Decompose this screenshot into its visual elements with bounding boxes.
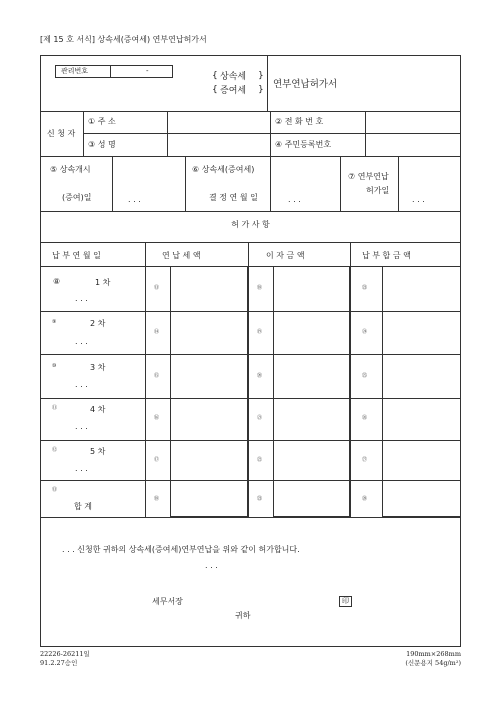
row-3-annual-tax-mark: ⑮ <box>154 373 160 379</box>
table-header-total-payment: 납 부 합 금 액 <box>362 251 411 260</box>
start-date-label-2: (증여)일 <box>62 193 92 202</box>
decision-date-value: . . . <box>288 195 301 204</box>
total-row-label: 합 계 <box>74 502 92 511</box>
row-3-label: 3 차 <box>90 363 106 372</box>
start-date-label-1: ⑤ 상속개시 <box>50 165 91 174</box>
row-4-label: 4 차 <box>90 405 106 414</box>
tax-type-bracket-close-2: } <box>258 85 264 95</box>
total-interest-mark: ㉓ <box>257 496 263 502</box>
row-3-interest-mark: ⑳ <box>257 373 263 379</box>
row-5-total-mark: ㉗ <box>362 457 368 463</box>
row-2-total-mark: ㉔ <box>362 329 368 335</box>
permit-date-value: . . . <box>412 195 425 204</box>
tax-type-bracket-open-1: { <box>212 71 218 81</box>
footer-paper-size: 190mm×268mm <box>406 650 461 658</box>
table-header-interest: 이 자 금 액 <box>266 251 305 260</box>
row-2-interest-mark: ⑲ <box>257 329 263 335</box>
phone-label: ② 전 화 번 호 <box>275 117 324 126</box>
form-number-title: [제 15 호 서식] 상속세(증여세) 연부연납허가서 <box>40 35 207 44</box>
address-label: ① 주 소 <box>88 117 116 126</box>
row-4-annual-tax-mark: ⑯ <box>154 415 160 421</box>
row-1-interest-mark: ⑱ <box>257 285 263 291</box>
tax-type-gift: 증여세 <box>220 86 247 96</box>
total-annual-tax-mark: ⑱ <box>154 496 160 502</box>
row-5-date: . . . <box>75 464 88 473</box>
row-5-annual-tax-mark: ⑰ <box>154 457 160 463</box>
total-total-mark: ㉘ <box>362 496 368 502</box>
row-2-date: . . . <box>75 337 88 346</box>
mgmt-number-label: 관리번호 <box>61 67 89 75</box>
row-1-number: ⑧ <box>53 277 61 286</box>
row-1-total-mark: ㉓ <box>362 285 368 291</box>
row-4-total-mark: ㉖ <box>362 415 368 421</box>
permit-statement: . . . 신청한 귀하의 상속세(증여세)연부연납을 위와 같이 허가합니다. <box>62 545 300 554</box>
permit-date-label-1: ⑦ 연부연납 <box>348 172 389 181</box>
footer-approval: 91.2.27승인 <box>40 659 78 667</box>
row-5-number: ⑫ <box>52 447 58 453</box>
decision-date-label-1: ⑥ 상속세(증여세) <box>192 165 255 174</box>
document-title: 연부연납허가서 <box>273 79 338 90</box>
row-1-date: . . . <box>75 294 88 303</box>
row-2-number: ⑨ <box>52 319 57 325</box>
footer-paper-type: (신문용지 54g/m²) <box>405 659 461 667</box>
row-3-date: . . . <box>75 380 88 389</box>
table-header-annual-tax: 연 납 세 액 <box>162 251 201 260</box>
row-5-interest-mark: ㉒ <box>257 457 263 463</box>
row-2-label: 2 차 <box>90 319 106 328</box>
resident-number-label: ④ 주민등록번호 <box>275 140 332 149</box>
applicant-label: 신 청 자 <box>47 129 76 138</box>
name-label: ③ 성 명 <box>88 140 116 149</box>
mgmt-number-value: - <box>146 67 149 75</box>
permit-date-label-2: 허가일 <box>366 186 390 195</box>
row-2-annual-tax-mark: ⑭ <box>154 329 160 335</box>
row-4-date: . . . <box>75 422 88 431</box>
table-header-payment-date: 납 부 연 월 일 <box>52 251 101 260</box>
permit-section-title: 허 가 사 항 <box>231 220 270 229</box>
row-1-label: 1 차 <box>95 278 111 287</box>
tax-type-bracket-open-2: { <box>212 85 218 95</box>
decision-date-label-2: 결 정 연 월 일 <box>209 193 258 202</box>
recipient-honorific: 귀하 <box>235 611 251 620</box>
tax-office-head: 세무서장 <box>152 597 183 606</box>
row-3-total-mark: ㉕ <box>362 373 368 379</box>
row-5-label: 5 차 <box>90 447 106 456</box>
start-date-value: . . . <box>128 195 141 204</box>
row-4-number: ⑪ <box>52 405 58 411</box>
permit-statement-date: . . . <box>205 561 218 570</box>
tax-type-inheritance: 상속세 <box>220 72 247 82</box>
row-4-interest-mark: ㉑ <box>257 415 263 421</box>
footer-form-code: 22226-26211일 <box>40 650 90 658</box>
row-3-number: ⑩ <box>52 363 57 369</box>
row-1-annual-tax-mark: ⑬ <box>154 285 160 291</box>
official-seal: 印 <box>339 596 352 607</box>
total-row-number: ⑬ <box>52 487 58 493</box>
tax-type-bracket-close-1: } <box>258 71 264 81</box>
